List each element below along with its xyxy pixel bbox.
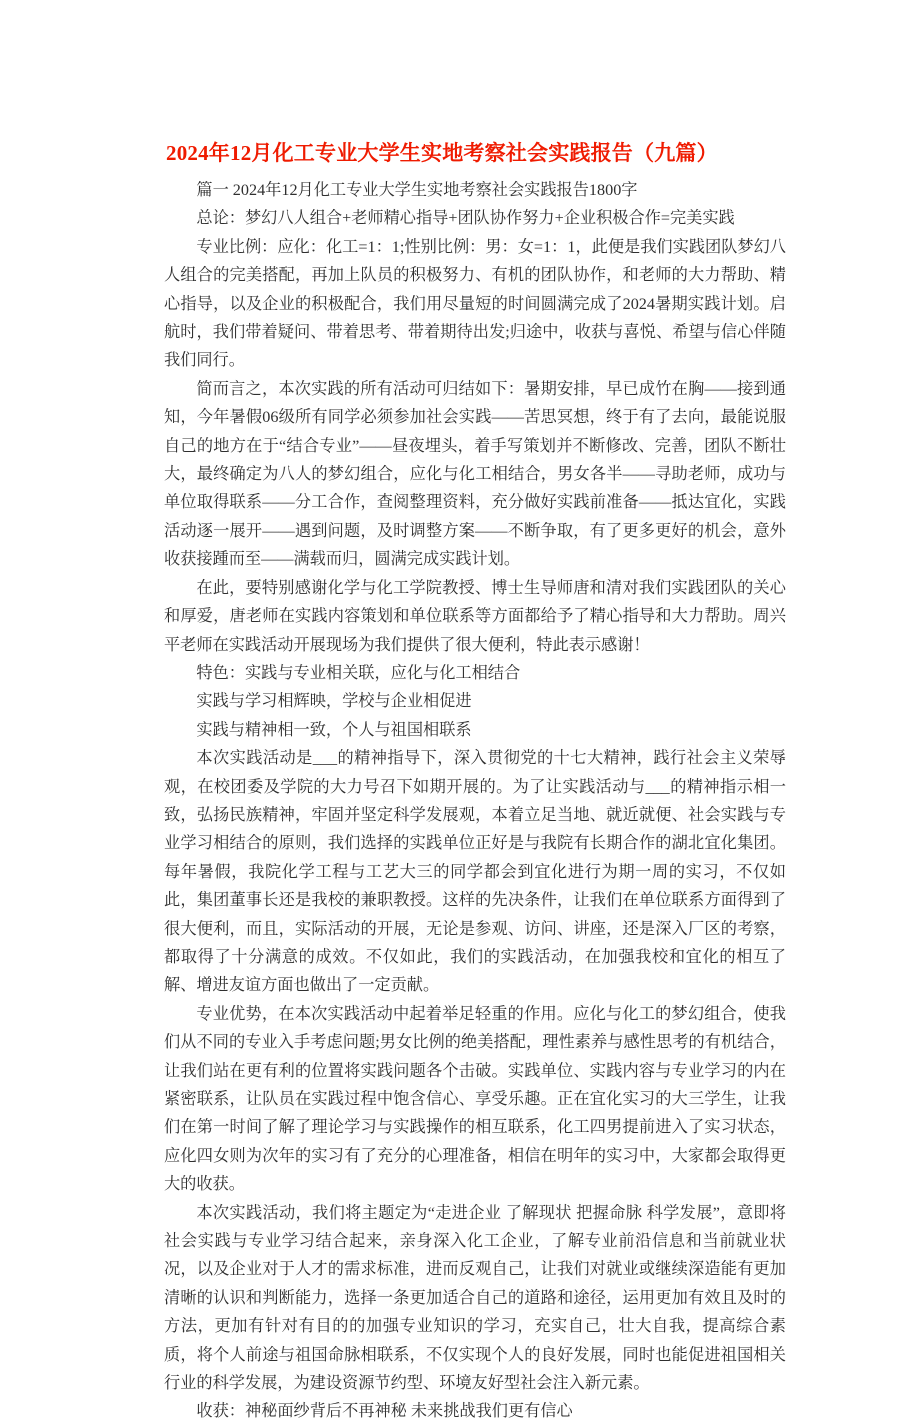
page-title: 2024年12月化工专业大学生实地考察社会实践报告（九篇）	[166, 141, 718, 166]
paragraph-2: 专业比例：应化：化工=1：1;性别比例：男：女=1：1，此便是我们实践团队梦幻八人组合的完美搭配，再加上队员的积极努力、有机的团队协作，和老师的大力帮助、精心指导，以及企业的积极配合，我们用尽量短的时间圆满完成了2024暑期实践计划。启航时，我们带着疑问、带着思考、带着期待出发;归途中，收获与喜悦、希望与信心伴随我们同行。	[164, 237, 786, 370]
paragraph-0: 篇一 2024年12月化工专业大学生实地考察社会实践报告1800字	[196, 181, 638, 199]
document-body	[164, 176, 786, 1426]
paragraph-8: 本次实践活动是___的精神指导下，深入贯彻党的十七大精神，践行社会主义荣辱观，在校团委及学院的大力号召下如期开展的。为了让实践活动与___的精神指示相一致，弘扬民族精神，牢固并坚定科学发展观，本着立足当地、就近就便、社会实践与专业学习相结合的原则，我们选择的实践单位正好是与我院有长期合作的湖北宜化集团。每年暑假，我院化学工程与工艺大三的同学都会到宜化进行为期一周的实习，不仅如此，集团董事长还是我校的兼职教授。这样的先决条件，让我们在单位联系方面得到了很大便利，而且，实际活动的开展，无论是参观、访问、讲座，还是深入厂区的考察，都取得了十分满意的成效。不仅如此，我们的实践活动，在加强我校和宜化的相互了解、增进友谊方面也做出了一定贡献。	[164, 749, 786, 995]
paragraph-5: 特色：实践与专业相关联，应化与化工相结合	[196, 663, 521, 682]
paragraph-1: 总论：梦幻八人组合+老师精心指导+团队协作努力+企业积极合作=完美实践	[196, 209, 735, 228]
paragraph-3: 简而言之，本次实践的所有活动可归结如下：暑期安排，早已成竹在胸——接到通知，今年暑假06级所有同学必须参加社会实践——苦思冥想，终于有了去向，最能说服自己的地方在于“结合专业”——昼夜埋头，着手写策划并不断修改、完善，团队不断壮大，最终确定为八人的梦幻组合，应化与化工相结合，男女各半——寻助老师，成功与单位取得联系——分工合作，查阅整理资料，充分做好实践前准备——抵达宜化，实践活动逐一展开——遇到问题，及时调整方案——不断争取，有了更多更好的机会，意外收获接踵而至——满载而归，圆满完成实践计划。	[164, 379, 786, 569]
paragraph-9: 专业优势，在本次实践活动中起着举足轻重的作用。应化与化工的梦幻组合，使我们从不同的专业入手考虑问题;男女比例的绝美搭配，理性素养与感性思考的有机结合，让我们站在更有利的位置将实践问题各个击破。实践单位、实践内容与专业学习的内在紧密联系，让队员在实践过程中饱含信心、享受乐趣。正在宜化实习的大三学生，让我们在第一时间了解了理论学习与实践操作的相互联系，化工四男提前进入了实习状态，应化四女则为次年的实习有了充分的心理准备，相信在明年的实习中，大家都会取得更大的收获。	[164, 1004, 786, 1194]
paragraph-6: 实践与学习相辉映，学校与企业相促进	[196, 692, 472, 711]
paragraph-7: 实践与精神相一致，个人与祖国相联系	[196, 720, 472, 739]
paragraph-11: 收获：神秘面纱背后不再神秘 未来挑战我们更有信心	[196, 1402, 573, 1421]
paragraph-10: 本次实践活动，我们将主题定为“走进企业 了解现状 把握命脉 科学发展”，意即将社会实践与专业学习结合起来，亲身深入化工企业，了解专业前沿信息和当前就业状况，以及企业对于人才的需求标准，进而反观自己，让我们对就业或继续深造能有更加清晰的认识和判断能力，选择一条更加适合自己的道路和途径，运用更加有效且及时的方法，更加有针对有目的的加强专业知识的学习，充实自己，壮大自我，提高综合素质，将个人前途与祖国命脉相联系，不仅实现个人的良好发展，同时也能促进祖国相关行业的科学发展，为建设资源节约型、环境友好型社会注入新元素。	[164, 1203, 786, 1393]
paragraph-4: 在此，要特别感谢化学与化工学院教授、博士生导师唐和清对我们实践团队的关心和厚爱，唐老师在实践内容策划和单位联系等方面都给予了精心指导和大力帮助。周兴平老师在实践活动开展现场为我们提供了很大便利，特此表示感谢！	[164, 578, 786, 654]
